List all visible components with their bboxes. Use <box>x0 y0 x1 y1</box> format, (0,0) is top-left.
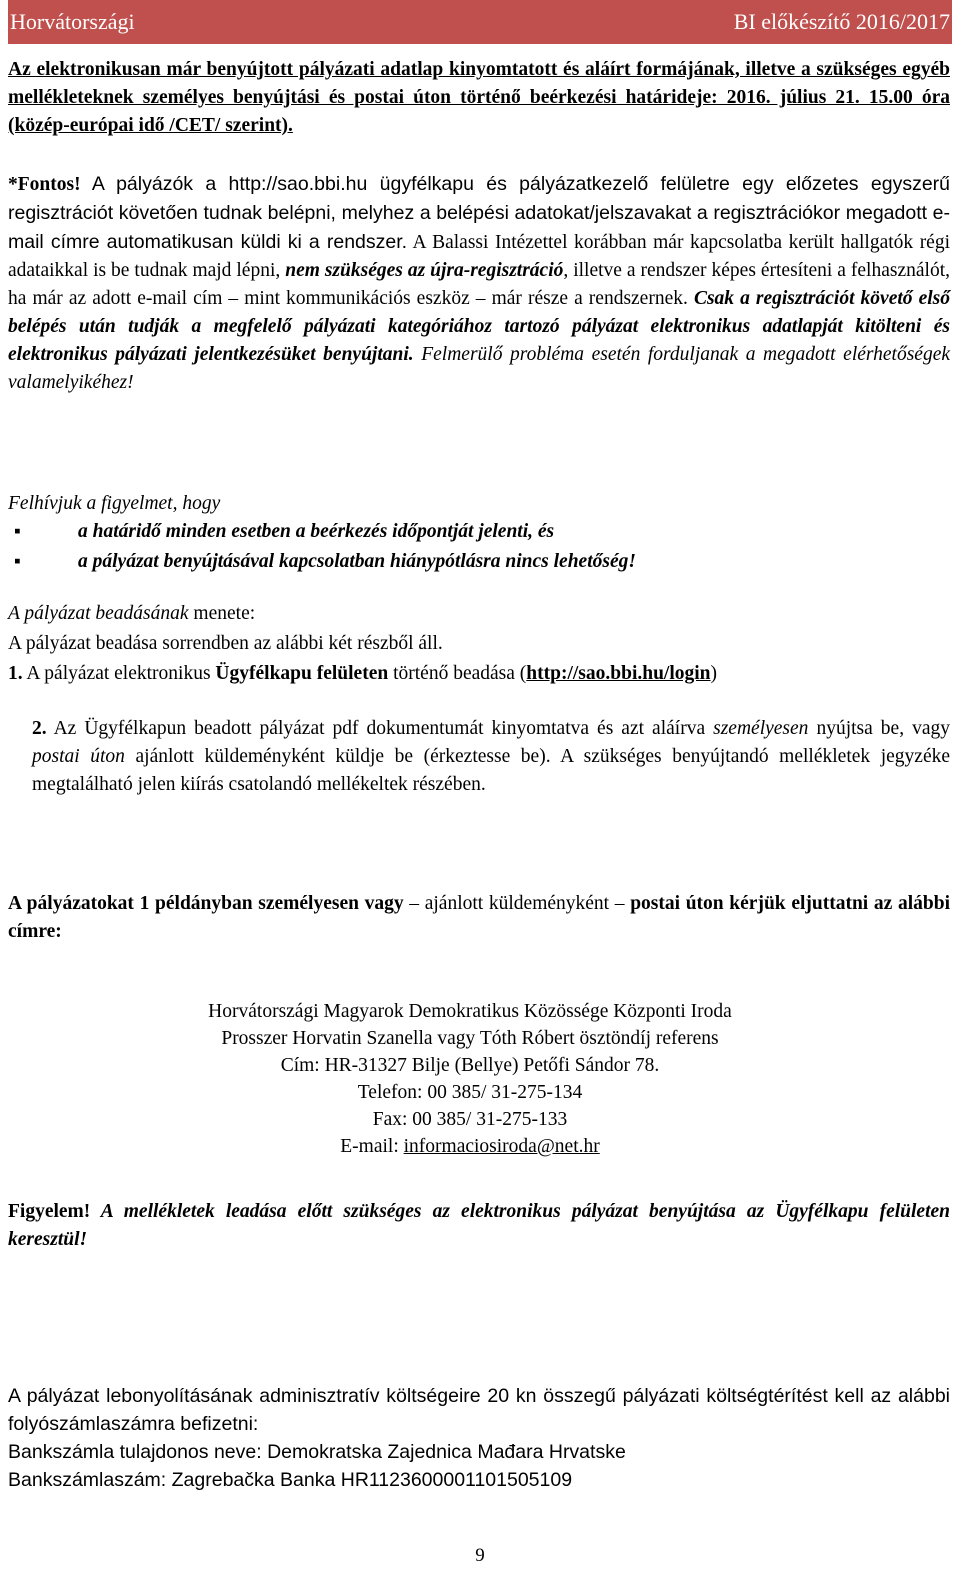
step-2-text-d: postai úton <box>32 746 125 767</box>
fontos-text-7: Felmerülő probléma esetén forduljanak a megadott elérhetőségek valamelyikéhez! <box>8 344 950 393</box>
address-block <box>0 998 940 1160</box>
step-2 <box>32 715 950 799</box>
attention-bullet-2: a pályázat benyújtásával kapcsolatban hiánypótlásra nincs lehetőség! <box>78 551 636 572</box>
mail-text-b: – ajánlott küldeményként – <box>403 893 631 914</box>
step-1-text-c: történő beadása ( <box>388 663 527 684</box>
warning-paragraph <box>8 1198 950 1254</box>
fontos-text-1: A pályázók a <box>80 173 229 195</box>
fontos-text-4: nem szükséges az újra-regisztráció <box>285 260 564 281</box>
step-1 <box>8 660 950 688</box>
process-title-b: menete: <box>188 603 256 624</box>
bullet-icon: ▪ <box>14 551 21 572</box>
login-link[interactable]: http://sao.bbi.hu/login <box>526 663 711 684</box>
process-title-a: A pályázat beadásának <box>8 603 189 624</box>
header-left: Horvátországi <box>10 9 135 34</box>
attention-title: Felhívjuk a figyelmet, hogy <box>8 493 221 514</box>
fontos-text-6: Csak a regisztrációt követő első belépés után tudják a megfelelő pályázati kategóriához tartozó pályázat elektronikus adatlapját kitölteni és elektronikus pályázati jelentkezésüket benyújtani. <box>8 288 950 365</box>
deadline-paragraph: Az elektronikusan már benyújtott pályázati adatlap kinyomtatott és aláírt formájának, illetve a szükséges egyéb mellékleteknek személyes benyújtási és postai úton történő beérkezési határideje: 2016. július 21. 15.00 óra (közép-európai idő /CET/ szerint). <box>8 59 950 136</box>
address-line-5: Fax: 00 385/ 31-275-133 <box>372 1109 568 1130</box>
mail-text-a: A pályázatokat 1 példányban személyesen vagy <box>8 893 404 914</box>
mail-instruction <box>8 890 950 946</box>
step-1-text-d: ) <box>710 663 718 684</box>
address-line-2: Prosszer Horvatin Szanella vagy Tóth Róbert ösztöndíj referens <box>221 1028 719 1049</box>
step-2-text-e: ajánlott küldeményként küldje be (érkeztesse be). A szükséges benyújtandó mellékletek jegyzéke megtalálható jelen kiírás csatolandó mellékeltek részében. <box>32 746 951 795</box>
bank-account: Bankszámlaszám: Zagrebačka Banka HR1123600001101505109 <box>8 1469 573 1491</box>
step-1-text-b: Ügyfélkapu felületen <box>215 663 389 684</box>
page-header <box>8 0 952 44</box>
page-number: 9 <box>475 1545 485 1566</box>
email-link[interactable]: informaciosiroda@net.hr <box>403 1136 600 1157</box>
fontos-text-5: , illetve a rendszer képes értesíteni a felhasználót, ha már az adott e-mail cím – mint kommunikációs eszköz – már része a rendszernek. <box>8 260 950 309</box>
warning-text: A mellékletek leadása előtt szükséges az elektronikus pályázat benyújtása az Ügyfélkapu felületen keresztül! <box>8 1201 950 1250</box>
bank-owner: Bankszámla tulajdonos neve: Demokratska Zajednica Mađara Hrvatske <box>8 1441 626 1463</box>
step-2-text-c: nyújtsa be, vagy <box>808 718 950 739</box>
warning-label: Figyelem! <box>8 1201 91 1222</box>
address-line-3: Cím: HR-31327 Bilje (Bellye) Petőfi Sándor 78. <box>280 1055 660 1076</box>
header-right: BI előkészítő 2016/2017 <box>733 9 950 34</box>
process-title <box>8 600 950 628</box>
process-intro: A pályázat beadása sorrendben az alábbi két részből áll. <box>8 633 443 654</box>
step-1-text-a: A pályázat elektronikus <box>22 663 216 684</box>
address-line-4: Telefon: 00 385/ 31-275-134 <box>357 1082 583 1103</box>
email-label: E-mail: <box>340 1136 404 1157</box>
fontos-paragraph <box>8 170 950 397</box>
step-2-text-b: személyesen <box>713 718 809 739</box>
fontos-text-2: ügyfélkapu és pályázatkezelő felületre egy előzetes egyszerű regisztrációt követően tudnak belépni, melyhez a belépési adatokat/jelszavakat a regisztrációkor megadott e-mail címre automatikusan küldi ki a rendszer. <box>8 173 950 253</box>
step-2-text-a: Az Ügyfélkapun beadott pályázat pdf dokumentumát kinyomtatva és azt aláírva <box>46 718 714 739</box>
mail-text-c: postai úton kérjük eljuttatni az alábbi címre: <box>8 893 950 942</box>
attention-bullet-1: a határidő minden esetben a beérkezés időpontját jelenti, és <box>78 521 555 542</box>
step-2-num: 2. <box>32 718 47 739</box>
address-line-1: Horvátországi Magyarok Demokratikus Közössége Központi Iroda <box>208 1001 732 1022</box>
step-1-num: 1. <box>8 663 23 684</box>
bullet-icon: ▪ <box>14 521 21 542</box>
sao-link[interactable]: http://sao.bbi.hu <box>228 173 368 195</box>
fee-paragraph: A pályázat lebonyolításának adminisztratív költségeire 20 kn összegű pályázati költségtérítést kell az alábbi folyószámlaszámra befizetni: <box>8 1385 950 1435</box>
address-email-line <box>0 1133 940 1160</box>
fontos-text-3: A Balassi Intézettel korábban már kapcsolatba került hallgatók régi adataikkal is be tudnak majd lépni, <box>8 232 951 281</box>
fontos-label: *Fontos! <box>8 174 81 195</box>
